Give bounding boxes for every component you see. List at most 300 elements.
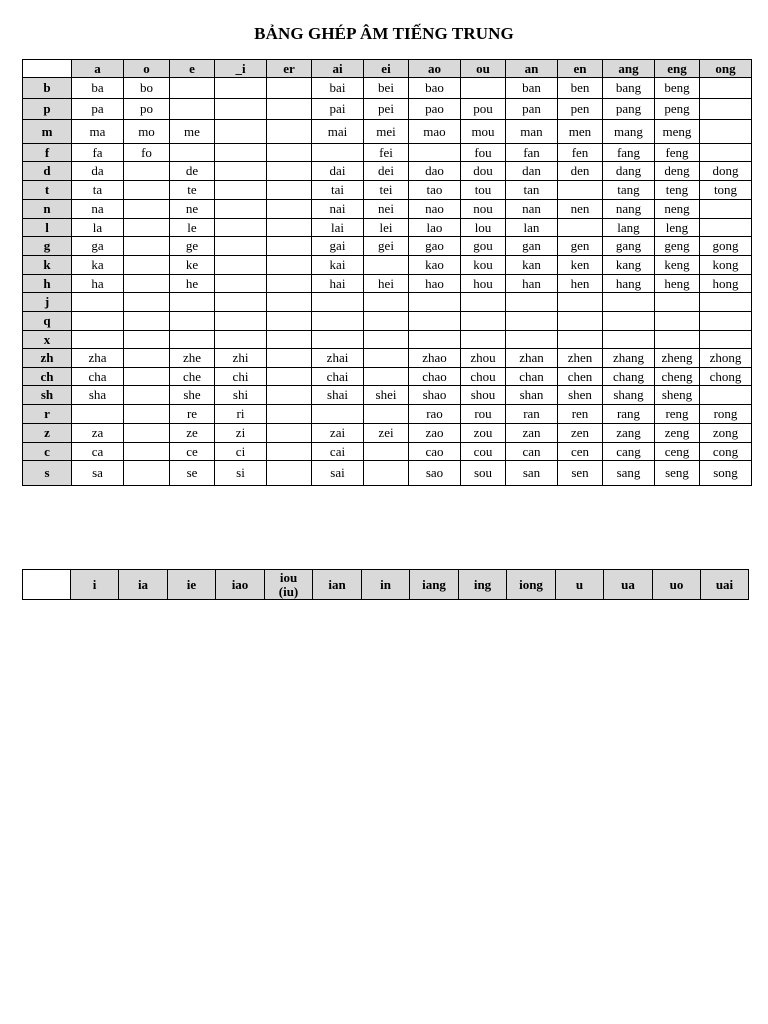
final-label: in (380, 576, 391, 592)
syllable-cell: nei (364, 200, 409, 219)
table-row (23, 349, 752, 368)
pinyin-table-main (22, 59, 752, 486)
final-header-7 (410, 570, 459, 600)
syllable-cell: pa (72, 99, 124, 120)
syllable-cell: zao (409, 424, 461, 443)
syllable-cell (364, 312, 409, 331)
syllable-cell: lai (312, 219, 364, 237)
syllable-cell: ke (170, 256, 215, 275)
final-header-10: en (558, 60, 603, 78)
syllable-cell: deng (655, 162, 700, 181)
syllable-cell: za (72, 424, 124, 443)
syllable-cell: gai (312, 237, 364, 256)
syllable-cell: zheng (655, 349, 700, 368)
syllable-cell: zhe (170, 349, 215, 368)
syllable-cell: fou (461, 144, 506, 162)
syllable-cell: hang (603, 275, 655, 293)
syllable-cell: sou (461, 461, 506, 486)
final-label: ia (137, 576, 149, 592)
initial-header: z (23, 424, 72, 443)
final-label: uai (715, 576, 734, 592)
syllable-cell (700, 99, 752, 120)
syllable-cell (267, 461, 312, 486)
table2-header-row (23, 570, 749, 600)
syllable-cell: mao (409, 120, 461, 144)
syllable-cell (409, 293, 461, 312)
syllable-cell: gong (700, 237, 752, 256)
syllable-cell (267, 405, 312, 424)
syllable-cell: bei (364, 78, 409, 99)
table-row (23, 405, 752, 424)
syllable-cell: nao (409, 200, 461, 219)
syllable-cell (124, 443, 170, 461)
table-row (23, 461, 752, 486)
syllable-cell (267, 424, 312, 443)
syllable-cell (170, 312, 215, 331)
syllable-cell (312, 331, 364, 349)
syllable-cell (267, 200, 312, 219)
table1-header-row (23, 60, 752, 78)
syllable-cell: lou (461, 219, 506, 237)
syllable-cell (603, 331, 655, 349)
syllable-cell: zou (461, 424, 506, 443)
initial-header: t (23, 181, 72, 200)
syllable-cell: rang (603, 405, 655, 424)
syllable-cell: fei (364, 144, 409, 162)
syllable-cell: me (170, 120, 215, 144)
syllable-cell: shao (409, 386, 461, 405)
initial-header: d (23, 162, 72, 181)
syllable-cell (124, 200, 170, 219)
syllable-cell (700, 120, 752, 144)
syllable-cell: cao (409, 443, 461, 461)
syllable-cell (700, 144, 752, 162)
syllable-cell (215, 219, 267, 237)
final-header-13 (701, 570, 749, 600)
syllable-cell (267, 293, 312, 312)
syllable-cell (655, 293, 700, 312)
syllable-cell (312, 144, 364, 162)
syllable-cell: dou (461, 162, 506, 181)
initial-header: j (23, 293, 72, 312)
syllable-cell (700, 293, 752, 312)
final-label: iou (279, 569, 298, 585)
final-header-9 (507, 570, 556, 600)
initial-header: s (23, 461, 72, 486)
syllable-cell: chan (506, 368, 558, 386)
syllable-cell (506, 312, 558, 331)
syllable-cell (124, 386, 170, 405)
syllable-cell: tou (461, 181, 506, 200)
final-header-1 (119, 570, 168, 600)
syllable-cell: hai (312, 275, 364, 293)
initial-header: r (23, 405, 72, 424)
syllable-cell (267, 256, 312, 275)
syllable-cell: nai (312, 200, 364, 219)
syllable-cell (124, 293, 170, 312)
syllable-cell (700, 386, 752, 405)
syllable-cell: beng (655, 78, 700, 99)
syllable-cell: shai (312, 386, 364, 405)
syllable-cell: meng (655, 120, 700, 144)
syllable-cell: tong (700, 181, 752, 200)
syllable-cell: ha (72, 275, 124, 293)
syllable-cell: ne (170, 200, 215, 219)
final-header-3: _i (215, 60, 267, 78)
syllable-cell (603, 312, 655, 331)
final-label: iang (422, 576, 446, 592)
syllable-cell: mo (124, 120, 170, 144)
syllable-cell: bai (312, 78, 364, 99)
syllable-cell (364, 405, 409, 424)
syllable-cell (215, 144, 267, 162)
syllable-cell: de (170, 162, 215, 181)
syllable-cell: ken (558, 256, 603, 275)
syllable-cell: kan (506, 256, 558, 275)
final-header-9: an (506, 60, 558, 78)
syllable-cell: fo (124, 144, 170, 162)
syllable-cell: shi (215, 386, 267, 405)
syllable-cell (267, 144, 312, 162)
syllable-cell (267, 237, 312, 256)
syllable-cell (170, 144, 215, 162)
syllable-cell (124, 237, 170, 256)
initial-header: g (23, 237, 72, 256)
syllable-cell: chen (558, 368, 603, 386)
syllable-cell: sai (312, 461, 364, 486)
syllable-cell (506, 331, 558, 349)
syllable-cell: pou (461, 99, 506, 120)
syllable-cell (124, 331, 170, 349)
syllable-cell: zhen (558, 349, 603, 368)
syllable-cell (267, 219, 312, 237)
final-header-8 (459, 570, 507, 600)
syllable-cell: lei (364, 219, 409, 237)
syllable-cell: nang (603, 200, 655, 219)
syllable-cell: cha (72, 368, 124, 386)
syllable-cell (364, 349, 409, 368)
final-header-2 (168, 570, 216, 600)
initial-header: x (23, 331, 72, 349)
syllable-cell: kao (409, 256, 461, 275)
table-row (23, 162, 752, 181)
initial-header: p (23, 99, 72, 120)
initial-header: sh (23, 386, 72, 405)
syllable-cell: hong (700, 275, 752, 293)
syllable-cell (558, 219, 603, 237)
final-header-8: ou (461, 60, 506, 78)
syllable-cell: tai (312, 181, 364, 200)
syllable-cell: zhi (215, 349, 267, 368)
final-label: iong (519, 576, 543, 592)
syllable-cell: na (72, 200, 124, 219)
syllable-cell (215, 256, 267, 275)
syllable-cell (215, 331, 267, 349)
syllable-cell: rao (409, 405, 461, 424)
syllable-cell: dei (364, 162, 409, 181)
syllable-cell: can (506, 443, 558, 461)
syllable-cell: reng (655, 405, 700, 424)
syllable-cell (558, 181, 603, 200)
syllable-cell: fan (506, 144, 558, 162)
syllable-cell: kang (603, 256, 655, 275)
final-header-11 (604, 570, 653, 600)
syllable-cell (267, 162, 312, 181)
syllable-cell: gen (558, 237, 603, 256)
syllable-cell (364, 443, 409, 461)
table-row (23, 275, 752, 293)
syllable-cell: hao (409, 275, 461, 293)
syllable-cell: rou (461, 405, 506, 424)
syllable-cell: tao (409, 181, 461, 200)
syllable-cell: gan (506, 237, 558, 256)
syllable-cell (267, 312, 312, 331)
final-header-6: ei (364, 60, 409, 78)
final-header-6 (362, 570, 410, 600)
syllable-cell: shou (461, 386, 506, 405)
syllable-cell (409, 331, 461, 349)
syllable-cell: chang (603, 368, 655, 386)
table-row (23, 293, 752, 312)
syllable-cell (124, 256, 170, 275)
syllable-cell: dao (409, 162, 461, 181)
syllable-cell (215, 162, 267, 181)
syllable-cell: ran (506, 405, 558, 424)
syllable-cell: zen (558, 424, 603, 443)
syllable-cell: bo (124, 78, 170, 99)
syllable-cell: zeng (655, 424, 700, 443)
syllable-cell: zhao (409, 349, 461, 368)
final-header-12 (653, 570, 701, 600)
syllable-cell: seng (655, 461, 700, 486)
syllable-cell: kong (700, 256, 752, 275)
syllable-cell: ka (72, 256, 124, 275)
syllable-cell (364, 256, 409, 275)
syllable-cell (267, 275, 312, 293)
syllable-cell (700, 200, 752, 219)
syllable-cell: zei (364, 424, 409, 443)
syllable-cell (312, 312, 364, 331)
syllable-cell (461, 78, 506, 99)
syllable-cell: dai (312, 162, 364, 181)
syllable-cell: ci (215, 443, 267, 461)
syllable-cell (124, 349, 170, 368)
syllable-cell: nou (461, 200, 506, 219)
syllable-cell: zong (700, 424, 752, 443)
syllable-cell: geng (655, 237, 700, 256)
final-label: uo (669, 576, 684, 592)
final-header-0: a (72, 60, 124, 78)
syllable-cell: dong (700, 162, 752, 181)
syllable-cell (312, 293, 364, 312)
syllable-cell (506, 293, 558, 312)
final-label: ing (473, 576, 492, 592)
syllable-cell: si (215, 461, 267, 486)
syllable-cell: pen (558, 99, 603, 120)
syllable-cell (170, 78, 215, 99)
syllable-cell: da (72, 162, 124, 181)
syllable-cell: mou (461, 120, 506, 144)
syllable-cell (461, 312, 506, 331)
final-alt-label: (iu) (278, 583, 299, 599)
final-header-1: o (124, 60, 170, 78)
initial-header: f (23, 144, 72, 162)
syllable-cell: dang (603, 162, 655, 181)
syllable-cell (267, 120, 312, 144)
initial-header: ch (23, 368, 72, 386)
syllable-cell (170, 99, 215, 120)
syllable-cell: ceng (655, 443, 700, 461)
syllable-cell: kou (461, 256, 506, 275)
table-row (23, 424, 752, 443)
syllable-cell (215, 200, 267, 219)
syllable-cell: sao (409, 461, 461, 486)
syllable-cell (124, 275, 170, 293)
syllable-cell: he (170, 275, 215, 293)
syllable-cell: zhou (461, 349, 506, 368)
syllable-cell (312, 405, 364, 424)
syllable-cell (215, 181, 267, 200)
syllable-cell (215, 275, 267, 293)
syllable-cell: mai (312, 120, 364, 144)
syllable-cell: zhan (506, 349, 558, 368)
syllable-cell (170, 293, 215, 312)
final-header-12: eng (655, 60, 700, 78)
syllable-cell (409, 312, 461, 331)
syllable-cell: zang (603, 424, 655, 443)
final-header-10 (556, 570, 604, 600)
syllable-cell (700, 78, 752, 99)
table1-corner-cell (23, 60, 72, 78)
syllable-cell: cong (700, 443, 752, 461)
final-label: ian (328, 576, 346, 592)
syllable-cell: ren (558, 405, 603, 424)
syllable-cell (700, 312, 752, 331)
syllable-cell (267, 181, 312, 200)
syllable-cell: ca (72, 443, 124, 461)
final-header-0 (71, 570, 119, 600)
final-label: ie (186, 576, 197, 592)
syllable-cell: cheng (655, 368, 700, 386)
syllable-cell: zi (215, 424, 267, 443)
table-row (23, 331, 752, 349)
syllable-cell: teng (655, 181, 700, 200)
final-header-4 (265, 570, 313, 600)
syllable-cell: she (170, 386, 215, 405)
syllable-cell (461, 331, 506, 349)
syllable-cell: chi (215, 368, 267, 386)
final-header-2: e (170, 60, 215, 78)
syllable-cell: hen (558, 275, 603, 293)
final-header-5: ai (312, 60, 364, 78)
syllable-cell: hei (364, 275, 409, 293)
table-row (23, 78, 752, 99)
syllable-cell (700, 331, 752, 349)
syllable-cell (364, 368, 409, 386)
syllable-cell: cou (461, 443, 506, 461)
syllable-cell: ma (72, 120, 124, 144)
syllable-cell: kai (312, 256, 364, 275)
syllable-cell (215, 120, 267, 144)
syllable-cell (215, 293, 267, 312)
syllable-cell: dan (506, 162, 558, 181)
syllable-cell: cen (558, 443, 603, 461)
syllable-cell: den (558, 162, 603, 181)
initial-header: m (23, 120, 72, 144)
final-header-4: er (267, 60, 312, 78)
syllable-cell: ze (170, 424, 215, 443)
syllable-cell (124, 162, 170, 181)
final-header-13: ong (700, 60, 752, 78)
syllable-cell (558, 331, 603, 349)
syllable-cell: gou (461, 237, 506, 256)
final-header-5 (313, 570, 362, 600)
syllable-cell: sa (72, 461, 124, 486)
initial-header: l (23, 219, 72, 237)
syllable-cell (72, 331, 124, 349)
syllable-cell (215, 312, 267, 331)
syllable-cell (364, 461, 409, 486)
syllable-cell: ri (215, 405, 267, 424)
syllable-cell (72, 405, 124, 424)
table-row (23, 386, 752, 405)
final-label: i (92, 576, 97, 592)
syllable-cell: ga (72, 237, 124, 256)
syllable-cell: mang (603, 120, 655, 144)
syllable-cell (124, 312, 170, 331)
syllable-cell: ge (170, 237, 215, 256)
syllable-cell (267, 443, 312, 461)
syllable-cell: leng (655, 219, 700, 237)
syllable-cell: pai (312, 99, 364, 120)
initial-header: h (23, 275, 72, 293)
syllable-cell (215, 237, 267, 256)
syllable-cell: ben (558, 78, 603, 99)
syllable-cell (215, 78, 267, 99)
syllable-cell (124, 219, 170, 237)
syllable-cell: shang (603, 386, 655, 405)
table2-corner-cell (23, 570, 71, 600)
syllable-cell: song (700, 461, 752, 486)
syllable-cell: bang (603, 78, 655, 99)
syllable-cell (124, 368, 170, 386)
syllable-cell: te (170, 181, 215, 200)
syllable-cell: san (506, 461, 558, 486)
syllable-cell: man (506, 120, 558, 144)
syllable-cell: ba (72, 78, 124, 99)
syllable-cell (124, 461, 170, 486)
syllable-cell: keng (655, 256, 700, 275)
syllable-cell: pei (364, 99, 409, 120)
syllable-cell: zhang (603, 349, 655, 368)
syllable-cell: le (170, 219, 215, 237)
final-label: u (575, 576, 584, 592)
final-label: ua (621, 576, 635, 592)
initial-header: n (23, 200, 72, 219)
syllable-cell: rong (700, 405, 752, 424)
syllable-cell: nan (506, 200, 558, 219)
initial-header: zh (23, 349, 72, 368)
syllable-cell: cang (603, 443, 655, 461)
syllable-cell: zhong (700, 349, 752, 368)
syllable-cell: sang (603, 461, 655, 486)
page-title: BẢNG GHÉP ÂM TIẾNG TRUNG (254, 24, 514, 43)
syllable-cell: chao (409, 368, 461, 386)
syllable-cell (364, 293, 409, 312)
syllable-cell: pang (603, 99, 655, 120)
syllable-cell: fen (558, 144, 603, 162)
table-row (23, 219, 752, 237)
